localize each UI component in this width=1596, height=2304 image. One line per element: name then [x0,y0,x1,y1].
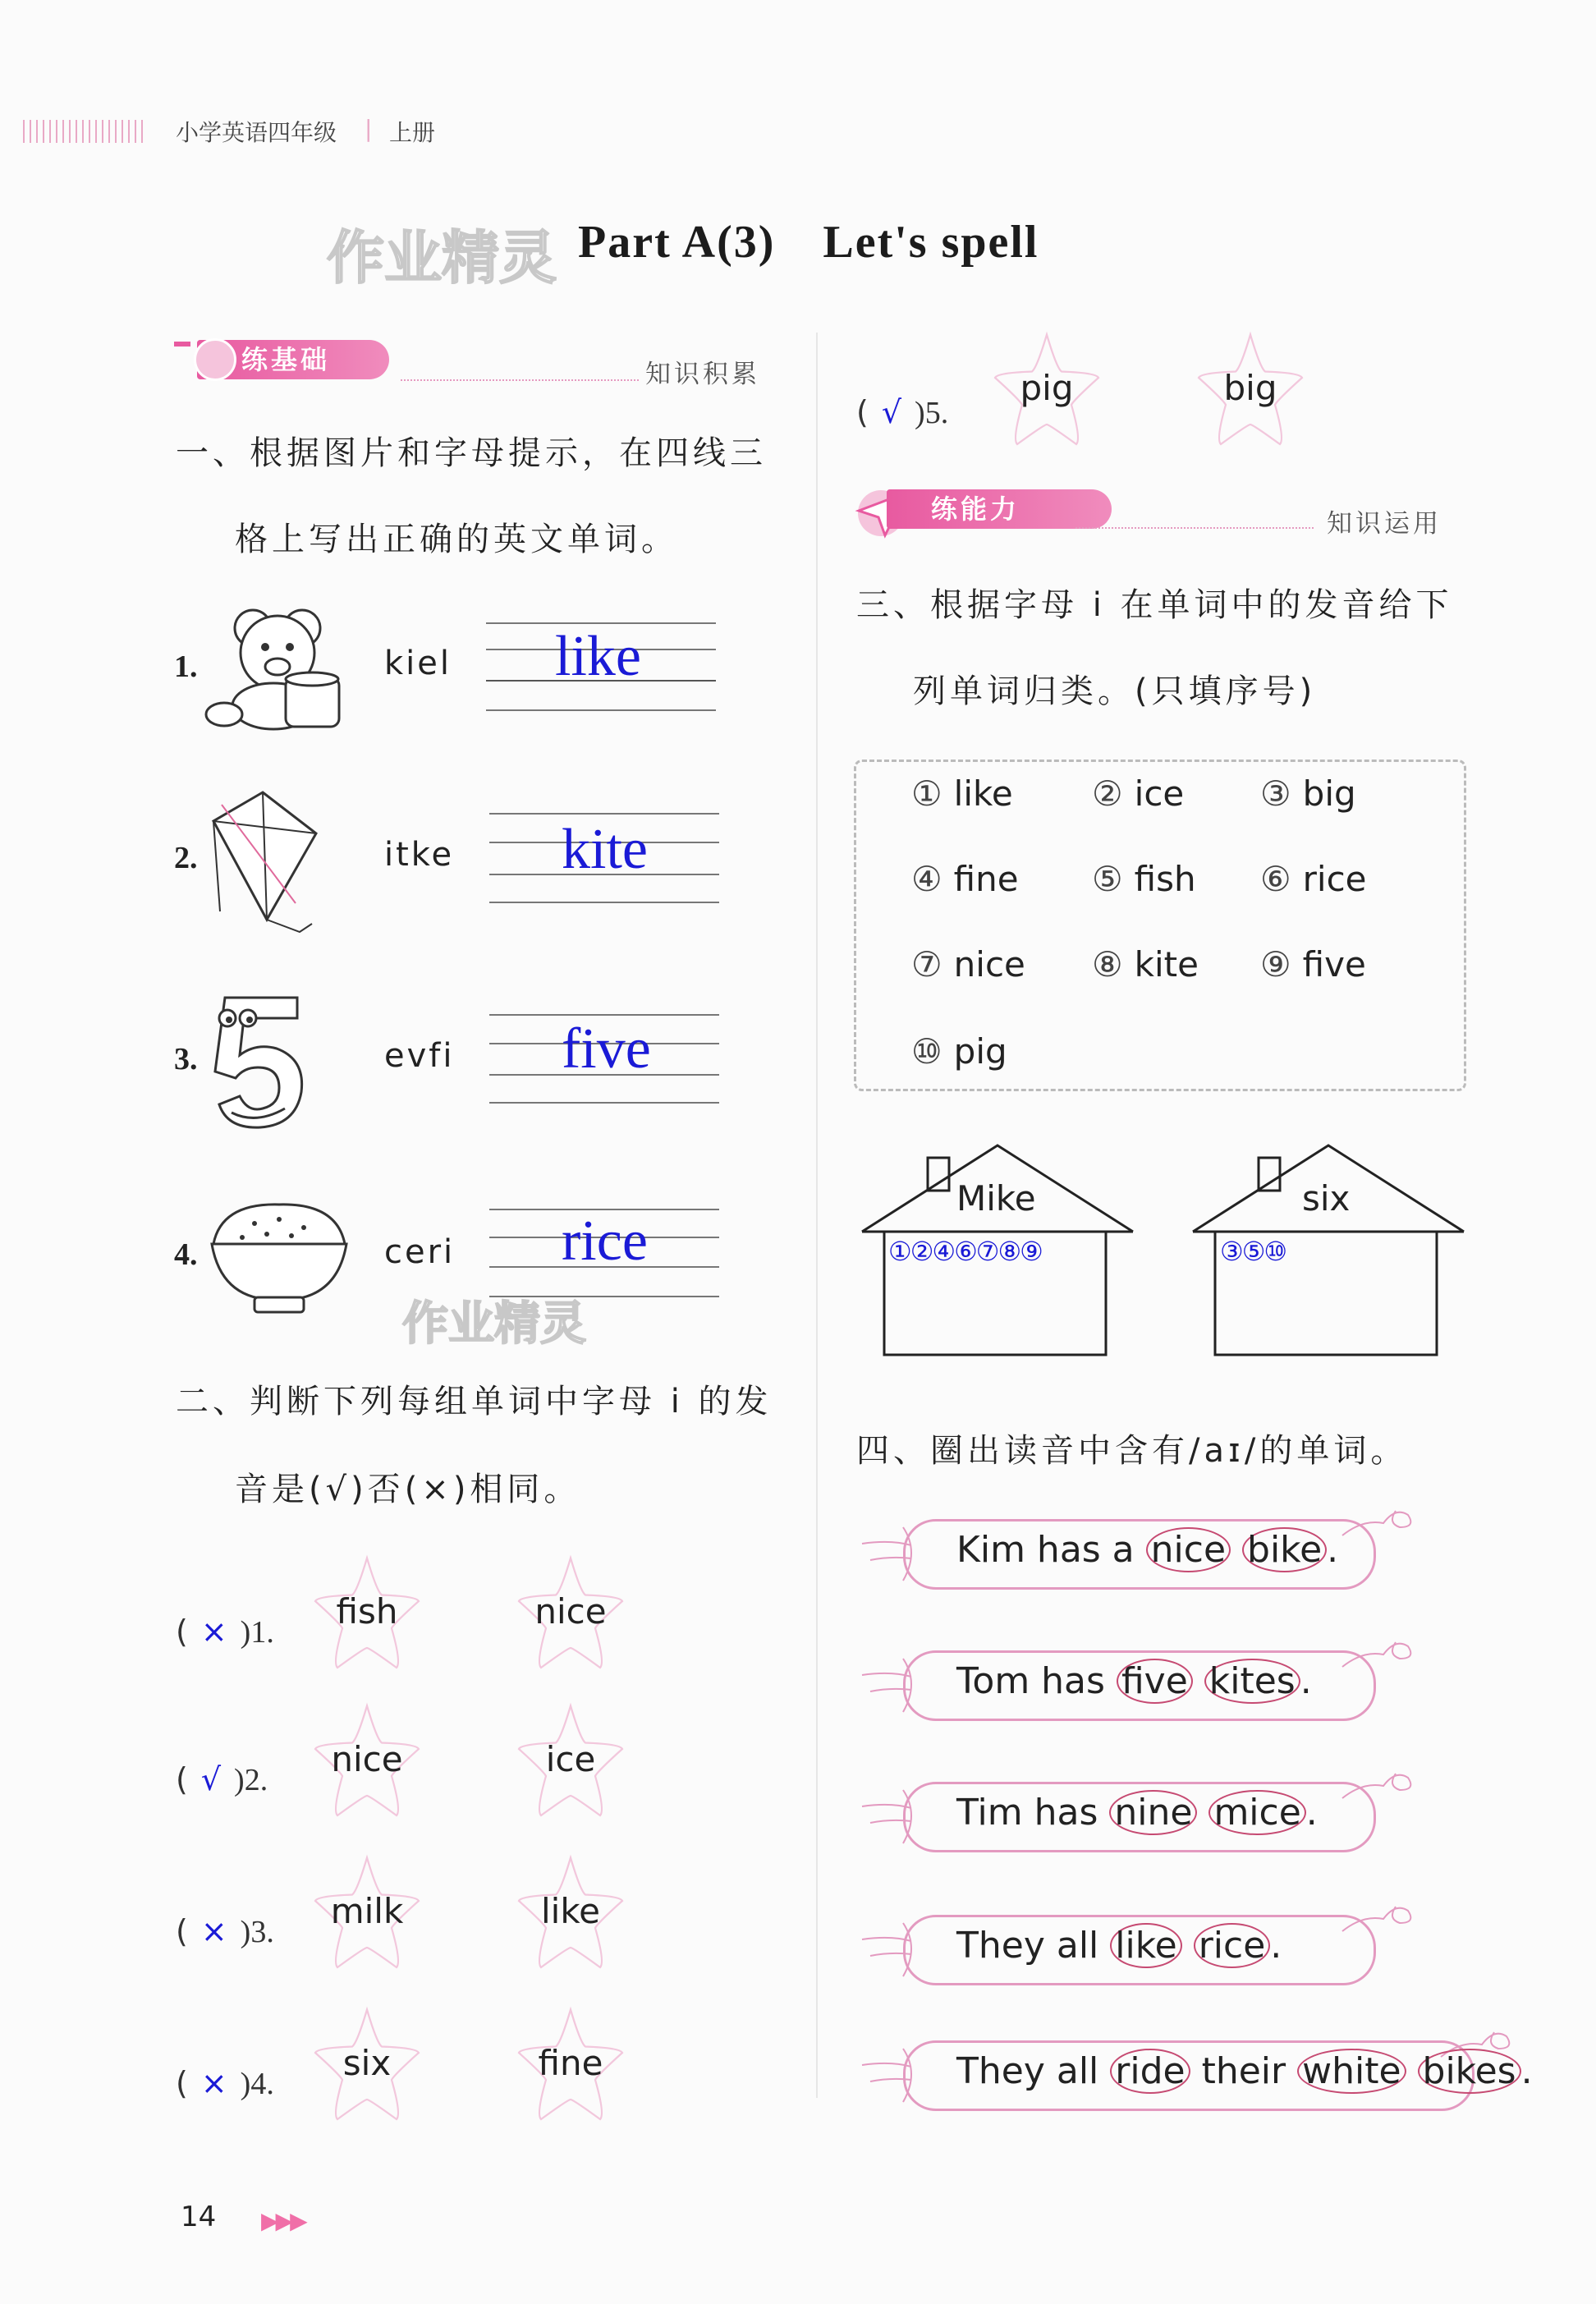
dotted-rule [1075,527,1314,529]
paren-close: )3. [240,1915,274,1949]
line-rule [486,709,716,711]
item-number: ② [1092,773,1123,814]
q3-prompt-line2: 列单词归类。(只填序号) [913,672,1317,710]
item-word: big [1302,773,1356,814]
q1-scramble: itke [384,836,455,874]
sentence-text [1193,1660,1204,1702]
item-word: ice [1134,773,1185,814]
q2-prompt-line2: 音是(√)否(×)相同。 [235,1471,581,1508]
sentence-text: . [1305,1792,1318,1834]
number-five-icon [207,989,314,1137]
word-b: ice [545,1739,596,1779]
circled-word: white [1297,2049,1406,2094]
sentence-text: . [1520,2050,1533,2092]
item-number: ① [911,773,942,814]
word-b: big [1223,368,1277,408]
sentence-text: They all [956,1925,1111,1967]
paren-close: )1. [240,1615,274,1650]
circled-word: five [1117,1659,1193,1704]
sentence-text [1182,1925,1194,1967]
section-badge-basic: 练基础 [197,340,389,379]
target-icon [194,338,236,381]
paren-open: ( [856,394,869,430]
q1-answer: rice [562,1209,648,1273]
curl-icon [858,2032,924,2114]
q1-answer: five [562,1017,651,1081]
word-bank-item [911,773,1013,814]
section-tag-basic: 知识积累 [645,360,760,389]
paren-open: ( [176,1913,188,1949]
item-number: ⑤ [1092,859,1123,899]
sentence [956,1529,1338,1571]
q1-scramble: kiel [384,645,452,682]
sentence [956,1792,1318,1834]
word-bank-item [1260,859,1367,899]
sentence-text: Tim has [956,1792,1110,1834]
paren-close: )5. [915,396,949,430]
badge-arrow [174,342,190,347]
curl-icon [1338,1894,1420,1944]
house-answer: ③⑤⑩ [1220,1236,1286,1267]
judgement-mark: × [200,1613,227,1650]
word-b: nice [534,1591,607,1632]
q1-item-number: 4. [174,1237,198,1272]
dotted-rule [401,379,639,381]
sentence-text [1231,1529,1242,1571]
q1-item-number: 3. [174,1042,198,1076]
word-bank-item [1260,773,1356,814]
word-a: nice [331,1739,403,1779]
q1-scramble: evfi [384,1037,455,1075]
judgement-row [176,2065,274,2102]
sentence-text: Kim has a [956,1529,1146,1571]
judgement-row [176,1761,268,1798]
item-word: like [953,773,1013,814]
q1-answer: like [555,625,641,688]
kite-icon [205,788,337,936]
word-bank-item [1260,944,1366,984]
circled-word: nine [1109,1790,1197,1835]
q1-scramble: ceri [384,1233,456,1271]
item-number: ③ [1260,773,1291,814]
q2-prompt-line1: 二、判断下列每组单词中字母 i 的发 [176,1383,773,1420]
item-word: fish [1134,859,1196,899]
q1-prompt-line2: 格上写出正确的英文单词。 [235,521,678,558]
sentence [956,2050,1533,2092]
book-volume: 上册 [389,119,436,146]
circled-word: like [1110,1923,1181,1968]
line-rule [489,1014,719,1016]
page-number: 14 [181,2201,217,2233]
curl-icon [1338,1761,1420,1811]
curl-icon [858,1774,924,1856]
item-number: ⑨ [1260,944,1291,984]
circled-word: rice [1194,1923,1271,1968]
word-bank-item [911,1031,1007,1072]
circled-word: nice [1146,1527,1231,1572]
judgement-mark: × [200,2065,227,2101]
rice-bowl-icon [205,1195,353,1318]
section-tag-ability: 知识运用 [1327,509,1442,539]
house-label: six [1302,1178,1351,1219]
column-divider [816,333,818,2098]
house-label: Mike [956,1178,1036,1219]
sentence-text [1406,2050,1418,2092]
circled-word: bikes [1418,2049,1521,2094]
header-separator: | [365,115,373,142]
q1-item-number: 1. [174,649,198,684]
curl-icon [858,1511,924,1593]
sentence-text: . [1300,1660,1312,1702]
word-b: fine [538,2043,603,2083]
line-rule [489,1102,719,1104]
sentence [956,1925,1282,1967]
q1-item-number: 2. [174,841,198,875]
item-number: ⑦ [911,944,942,984]
judgement-mark: × [200,1913,227,1949]
judgement-mark: √ [200,1761,222,1797]
sentence-text: . [1327,1529,1339,1571]
circled-word: ride [1110,2049,1190,2094]
item-word: fine [953,859,1019,899]
circled-word: mice [1208,1790,1305,1835]
item-number: ⑧ [1092,944,1123,984]
page-title: Part A(3) Let's spell [578,217,1039,268]
item-number: ⑩ [911,1031,942,1072]
item-word: five [1302,944,1366,984]
item-word: pig [953,1031,1007,1072]
item-number: ④ [911,859,942,899]
section-badge-ability: 练能力 [887,489,1112,529]
word-a: six [342,2043,392,2083]
sentence-text: . [1270,1925,1282,1967]
curl-icon [858,1907,924,1989]
header-decoration [23,120,148,143]
line-rule [489,813,719,815]
sentence-text: their [1190,2050,1298,2092]
curl-icon [1338,1499,1420,1548]
line-rule [489,902,719,903]
q3-prompt-line1: 三、根据字母 i 在单词中的发音给下 [856,586,1453,624]
sentence [956,1660,1312,1702]
circled-word: bike [1242,1527,1327,1572]
paren-close: )2. [234,1763,268,1797]
paren-open: ( [176,1761,188,1797]
judgement-row [176,1913,274,1950]
circled-word: kites [1204,1659,1300,1704]
judgement-mark: √ [881,394,902,430]
sentence-text [1197,1792,1208,1834]
curl-icon [1338,1630,1420,1679]
watermark-logo: 作业精灵 [327,224,557,291]
sentence-text: They all [956,2050,1111,2092]
word-bank-item [1092,859,1196,899]
curl-icon [858,1642,924,1724]
word-bank-item [911,944,1025,984]
item-word: kite [1134,944,1199,984]
word-bank-item [911,859,1019,899]
teddy-bear-icon [204,599,351,731]
word-bank-item [1092,944,1199,984]
word-a: fish [336,1591,398,1632]
arrows-icon: ▶▶▶ [261,2207,305,2234]
paren-close: )4. [240,2067,274,2101]
q1-answer: kite [562,818,648,881]
item-word: rice [1302,859,1367,899]
word-a: pig [1020,368,1074,408]
watermark-logo: 作业精灵 [402,1297,586,1351]
paren-open: ( [176,2065,188,2101]
word-b: like [540,1891,600,1931]
word-a: milk [330,1891,404,1931]
house-answer: ①②④⑥⑦⑧⑨ [888,1236,1042,1267]
judgement-row [176,1613,274,1650]
q4-prompt: 四、圈出读音中含有/aɪ/的单词。 [856,1432,1408,1470]
book-title: 小学英语四年级 [176,119,337,146]
item-number: ⑥ [1260,859,1291,899]
paren-open: ( [176,1613,188,1650]
word-bank-item [1092,773,1184,814]
sentence-text: Tom has [956,1660,1117,1702]
item-word: nice [953,944,1025,984]
q1-prompt-line1: 一、根据图片和字母提示，在四线三 [176,434,767,472]
